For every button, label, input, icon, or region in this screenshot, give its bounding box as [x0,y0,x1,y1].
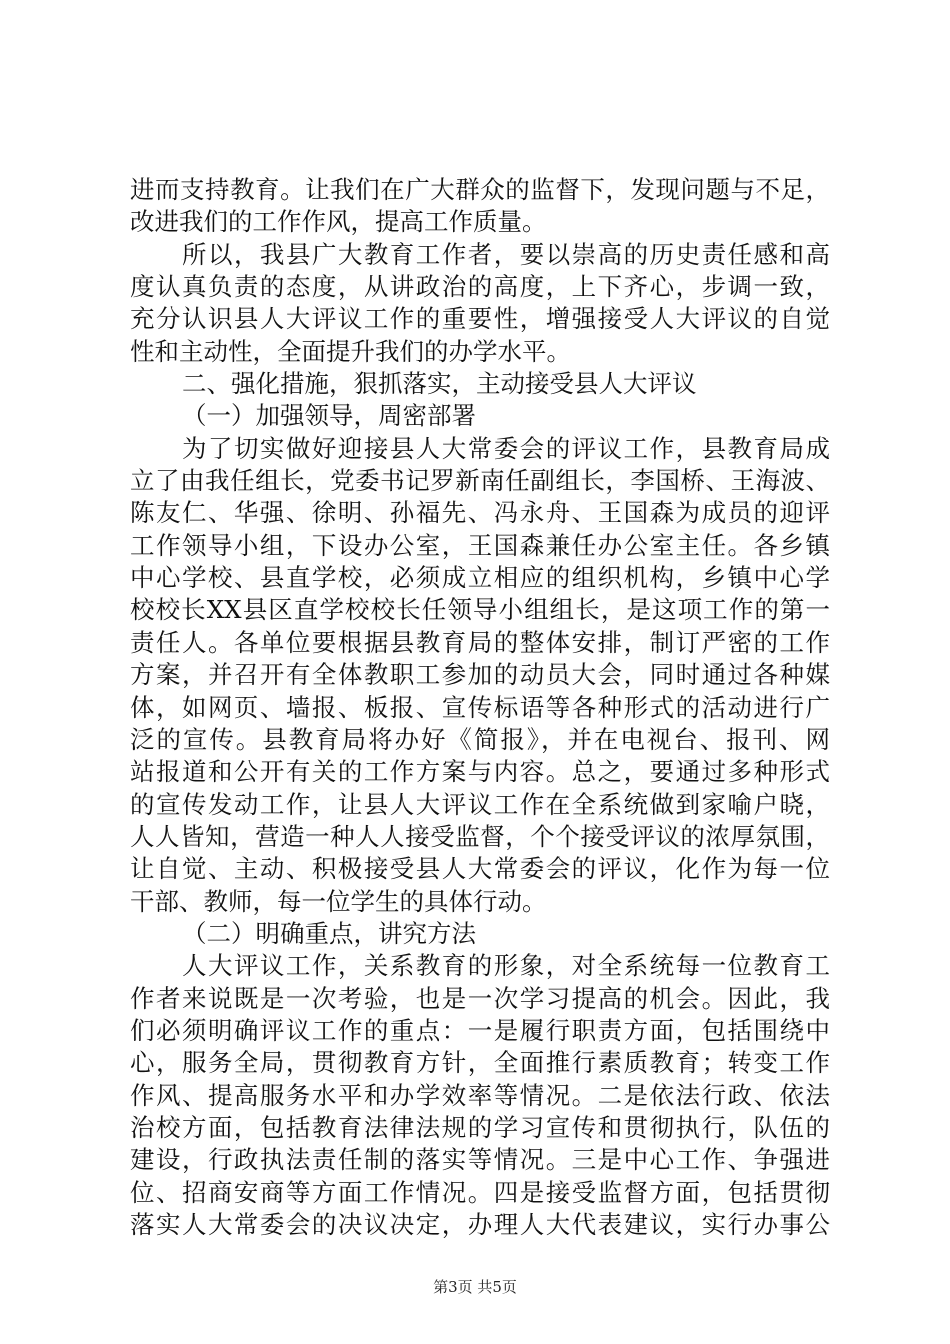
text-line: 中心学校、县直学校，必须成立相应的组织机构，乡镇中心学 [130,563,830,593]
text-line: 方案，并召开有全体教职工参加的动员大会，同时通过各种媒 [130,660,830,690]
text-line: 泛的宣传。县教育局将办好《简报》，并在电视台、报刊、网 [130,724,830,754]
text-line: 为了切实做好迎接县人大常委会的评议工作，县教育局成 [182,433,830,463]
text-line: 人人皆知，营造一种人人接受监督，个个接受评议的浓厚氛围， [130,821,830,851]
text-line: 心，服务全局，贯彻教育方针，全面推行素质教育；转变工作 [130,1048,830,1078]
text-line: 建设，行政执法责任制的落实等情况。三是中心工作、争强进 [130,1145,830,1175]
text-line: 落实人大常委会的决议决定，办理人大代表建议，实行办事公 [130,1210,830,1239]
text-line: 作者来说既是一次考验，也是一次学习提高的机会。因此，我 [130,983,830,1013]
text-line: 站报道和公开有关的工作方案与内容。总之，要通过多种形式 [130,757,830,787]
text-line: 们必须明确评议工作的重点：一是履行职责方面，包括围绕中 [130,1015,830,1045]
text-line: 治校方面，包括教育法律法规的学习宣传和贯彻执行，队伍的 [130,1112,830,1142]
text-line: 二、强化措施，狠抓落实，主动接受县人大评议 [182,369,697,399]
text-line: 工作领导小组，下设办公室，王国森兼任办公室主任。各乡镇 [130,530,830,560]
text-line: （一）加强领导，周密部署 [182,401,476,431]
text-line: 人大评议工作，关系教育的形象，对全系统每一位教育工 [182,951,830,981]
page-footer: 第3页 共5页 [433,1278,517,1296]
text-line: 改进我们的工作作风，提高工作质量。 [130,207,547,237]
text-line: 作风、提高服务水平和办学效率等情况。二是依法行政、依法 [130,1080,830,1110]
text-line: 陈友仁、华强、徐明、孙福先、冯永舟、王国森为成员的迎评 [130,498,830,528]
text-line: 的宣传发动工作，让县人大评议工作在全系统做到家喻户晓， [130,789,830,819]
text-line: 让自觉、主动、积极接受县人大常委会的评议，化作为每一位 [130,854,830,884]
text-line: 干部、教师，每一位学生的具体行动。 [130,886,547,916]
text-line: 度认真负责的态度，从讲政治的高度，上下齐心，步调一致， [130,272,830,302]
text-line: 性和主动性，全面提升我们的办学水平。 [130,336,571,366]
body-text [130,174,830,1241]
text-line: 校校长XX县区直学校校长任领导小组组长，是这项工作的第一 [130,595,830,625]
text-line: 进而支持教育。让我们在广大群众的监督下，发现问题与不足， [130,175,830,204]
text-line: 所以，我县广大教育工作者，要以崇高的历史责任感和高 [182,239,830,269]
text-line: 位、招商安商等方面工作情况。四是接受监督方面，包括贯彻 [130,1177,830,1207]
text-line: 充分认识县人大评议工作的重要性，增强接受人大评议的自觉 [130,304,830,334]
text-line: （二）明确重点，讲究方法 [182,918,476,948]
text-line: 责任人。各单位要根据县教育局的整体安排，制订严密的工作 [130,627,830,657]
text-line: 立了由我任组长，党委书记罗新南任副组长，李国桥、王海波、 [130,466,830,496]
text-line: 体，如网页、墙报、板报、宣传标语等各种形式的活动进行广 [130,692,830,722]
